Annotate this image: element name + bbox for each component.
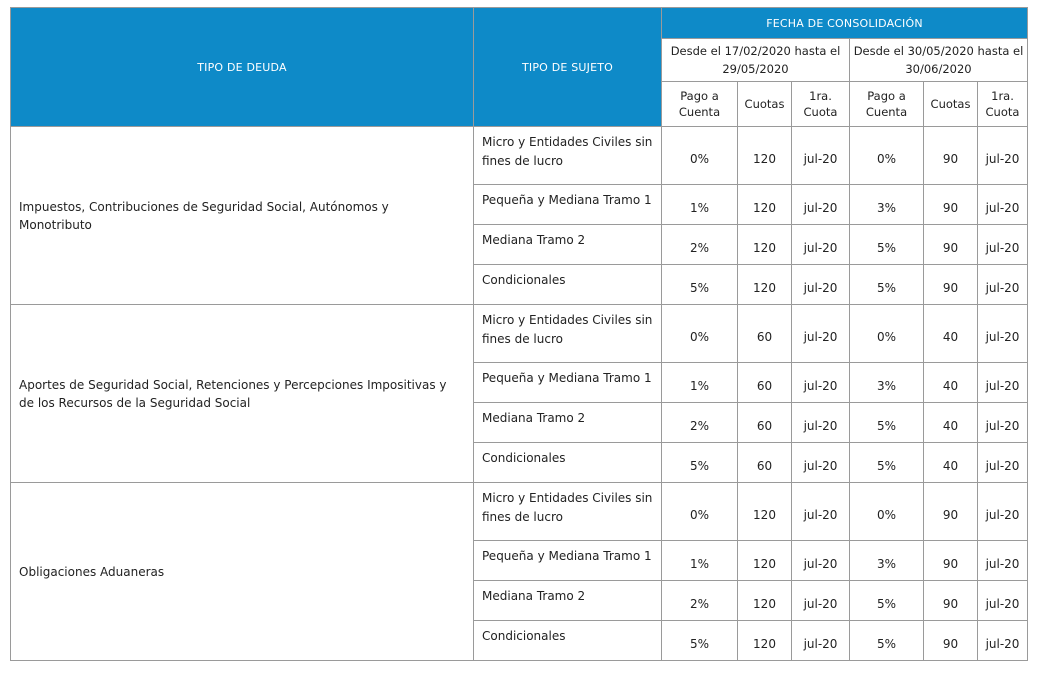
p1-cuotas-cell: 120 <box>738 265 792 305</box>
sujeto-cell: Mediana Tramo 2 <box>474 403 662 443</box>
p2-cuotas-cell: 90 <box>924 265 978 305</box>
p2-pago-cell: 5% <box>850 403 924 443</box>
p1-pago-cell: 5% <box>662 265 738 305</box>
p1-pago-cell: 0% <box>662 127 738 185</box>
p2-pago-cell: 5% <box>850 225 924 265</box>
p1-cuotas-cell: 60 <box>738 403 792 443</box>
table-row <box>11 483 1028 541</box>
p2-pago-cell: 5% <box>850 443 924 483</box>
sujeto-cell: Micro y Entidades Civiles sin fines de lucro <box>474 127 662 185</box>
p1-cuotas-cell: 120 <box>738 127 792 185</box>
p2-primera-cell: jul-20 <box>978 403 1028 443</box>
p2-cuotas-cell: 90 <box>924 225 978 265</box>
p2-primera-cell: jul-20 <box>978 581 1028 621</box>
p1-primera-cell: jul-20 <box>792 363 850 403</box>
sujeto-cell: Mediana Tramo 2 <box>474 581 662 621</box>
p2-pago-cell: 3% <box>850 541 924 581</box>
p1-pago-cell: 1% <box>662 541 738 581</box>
p1-pago-cell: 5% <box>662 443 738 483</box>
p1-cuotas-cell: 60 <box>738 305 792 363</box>
p2-primera-cell: jul-20 <box>978 185 1028 225</box>
p1-primera-cell: jul-20 <box>792 403 850 443</box>
p2-cuotas-cell: 90 <box>924 541 978 581</box>
header-tipo-deuda: TIPO DE DEUDA <box>11 8 474 127</box>
p2-cuotas-cell: 90 <box>924 581 978 621</box>
p2-primera-cell: jul-20 <box>978 621 1028 661</box>
sujeto-cell: Micro y Entidades Civiles sin fines de lucro <box>474 305 662 363</box>
p1-primera-cell: jul-20 <box>792 621 850 661</box>
p1-cuotas-cell: 60 <box>738 443 792 483</box>
header-periodo-2: Desde el 30/05/2020 hasta el 30/06/2020 <box>850 39 1028 82</box>
p1-pago-cell: 2% <box>662 403 738 443</box>
p1-pago-cell: 1% <box>662 363 738 403</box>
p2-pago-cell: 5% <box>850 581 924 621</box>
header-fecha-consolidacion: FECHA DE CONSOLIDACIÓN <box>662 8 1028 39</box>
p1-primera-cell: jul-20 <box>792 581 850 621</box>
p2-cuotas-cell: 40 <box>924 443 978 483</box>
header-primera-cuota: 1ra. Cuota <box>978 82 1028 127</box>
p2-cuotas-cell: 40 <box>924 403 978 443</box>
sujeto-cell: Condicionales <box>474 265 662 305</box>
p1-primera-cell: jul-20 <box>792 443 850 483</box>
p1-cuotas-cell: 120 <box>738 581 792 621</box>
sujeto-cell: Condicionales <box>474 621 662 661</box>
header-pago-a-cuenta: Pago a Cuenta <box>850 82 924 127</box>
p1-cuotas-cell: 60 <box>738 363 792 403</box>
p2-cuotas-cell: 40 <box>924 363 978 403</box>
p2-primera-cell: jul-20 <box>978 127 1028 185</box>
p1-pago-cell: 0% <box>662 305 738 363</box>
p2-cuotas-cell: 40 <box>924 305 978 363</box>
tipo-deuda-cell: Obligaciones Aduaneras <box>11 483 474 661</box>
p1-primera-cell: jul-20 <box>792 305 850 363</box>
header-primera-cuota: 1ra. Cuota <box>792 82 850 127</box>
header-tipo-sujeto: TIPO DE SUJETO <box>474 8 662 127</box>
table-row <box>11 127 1028 185</box>
sujeto-cell: Micro y Entidades Civiles sin fines de lucro <box>474 483 662 541</box>
sujeto-cell: Pequeña y Mediana Tramo 1 <box>474 185 662 225</box>
p2-primera-cell: jul-20 <box>978 265 1028 305</box>
p2-pago-cell: 0% <box>850 483 924 541</box>
tipo-deuda-cell: Aportes de Seguridad Social, Retenciones y Percepciones Impositivas y de los Recursos de la Seguridad Social <box>11 305 474 483</box>
p1-pago-cell: 0% <box>662 483 738 541</box>
sujeto-cell: Pequeña y Mediana Tramo 1 <box>474 363 662 403</box>
p2-cuotas-cell: 90 <box>924 127 978 185</box>
p1-pago-cell: 5% <box>662 621 738 661</box>
p1-pago-cell: 2% <box>662 225 738 265</box>
p1-primera-cell: jul-20 <box>792 185 850 225</box>
p2-cuotas-cell: 90 <box>924 621 978 661</box>
p1-cuotas-cell: 120 <box>738 483 792 541</box>
p2-pago-cell: 5% <box>850 265 924 305</box>
p1-cuotas-cell: 120 <box>738 225 792 265</box>
table-row <box>11 305 1028 363</box>
p2-primera-cell: jul-20 <box>978 443 1028 483</box>
p2-cuotas-cell: 90 <box>924 185 978 225</box>
p2-primera-cell: jul-20 <box>978 305 1028 363</box>
header-periodo-1: Desde el 17/02/2020 hasta el 29/05/2020 <box>662 39 850 82</box>
consolidation-table <box>10 7 1028 661</box>
p1-cuotas-cell: 120 <box>738 621 792 661</box>
sujeto-cell: Mediana Tramo 2 <box>474 225 662 265</box>
p1-primera-cell: jul-20 <box>792 265 850 305</box>
p1-cuotas-cell: 120 <box>738 185 792 225</box>
p1-primera-cell: jul-20 <box>792 483 850 541</box>
p2-cuotas-cell: 90 <box>924 483 978 541</box>
p2-primera-cell: jul-20 <box>978 225 1028 265</box>
p1-primera-cell: jul-20 <box>792 541 850 581</box>
p2-pago-cell: 3% <box>850 185 924 225</box>
p2-pago-cell: 5% <box>850 621 924 661</box>
p1-cuotas-cell: 120 <box>738 541 792 581</box>
tipo-deuda-cell: Impuestos, Contribuciones de Seguridad Social, Autónomos y Monotributo <box>11 127 474 305</box>
header-pago-a-cuenta: Pago a Cuenta <box>662 82 738 127</box>
p1-pago-cell: 2% <box>662 581 738 621</box>
p2-primera-cell: jul-20 <box>978 541 1028 581</box>
p2-pago-cell: 3% <box>850 363 924 403</box>
p2-pago-cell: 0% <box>850 127 924 185</box>
sujeto-cell: Pequeña y Mediana Tramo 1 <box>474 541 662 581</box>
p2-primera-cell: jul-20 <box>978 483 1028 541</box>
p1-primera-cell: jul-20 <box>792 225 850 265</box>
header-cuotas: Cuotas <box>738 82 792 127</box>
p1-pago-cell: 1% <box>662 185 738 225</box>
header-cuotas: Cuotas <box>924 82 978 127</box>
p2-pago-cell: 0% <box>850 305 924 363</box>
p1-primera-cell: jul-20 <box>792 127 850 185</box>
sujeto-cell: Condicionales <box>474 443 662 483</box>
p2-primera-cell: jul-20 <box>978 363 1028 403</box>
